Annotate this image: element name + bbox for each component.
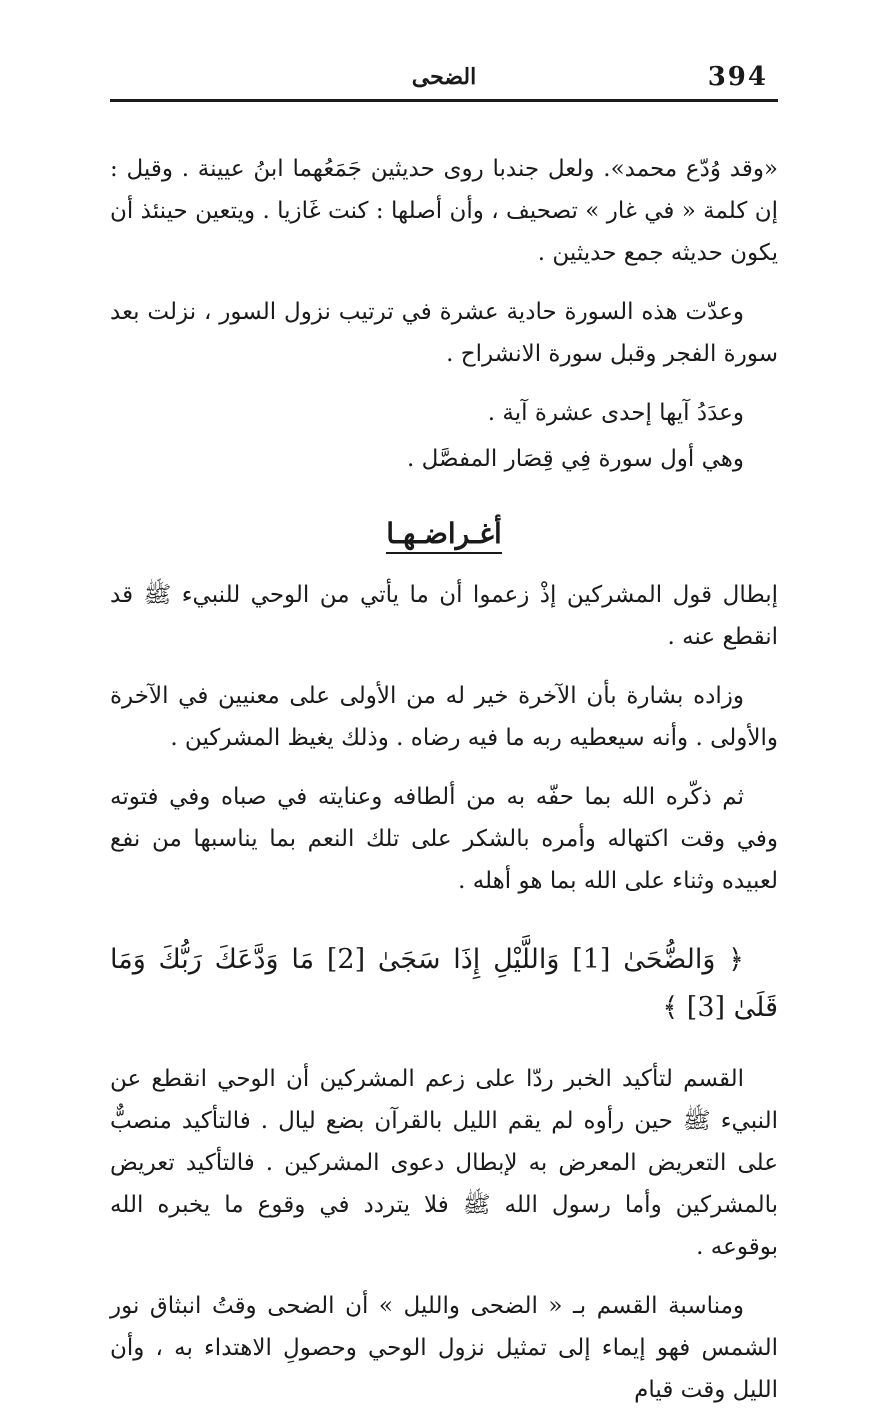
section-heading-text: أغـراضـهـا — [386, 517, 501, 554]
paragraph-revelation-order: وعدّت هذه السورة حادية عشرة في ترتيب نزول السور ، نزلت بعد سورة الفجر وقبل سورة الانشراح . — [110, 299, 778, 367]
paragraph-commentary-1: القسم لتأكيد الخبر ردّا على زعم المشركين أن الوحي انقطع عن النبيء ﷺ حين رأوه لم يقم الليل بالقرآن بضع ليال . فالتأكيد منصبٌّ على التعريض المعرض به لإبطال دعوى المشركين . فالتأكيد تعريض بالمشركين وأما رسول الله ﷺ فلا يتردد في وقوع ما يخبره الله بوقوعه . — [110, 1066, 778, 1260]
paragraph-aim-2: وزاده بشارة بأن الآخرة خير له من الأولى على معنيين في الآخرة والأولى . وأنه سيعطيه ربه ما فيه رضاه . وذلك يغيظ المشركين . — [110, 683, 778, 751]
paragraph-mufassal: وهي أول سورة فِي قِصَار المفصَّل . — [406, 446, 744, 472]
page-number: 394 — [707, 62, 768, 92]
header-rule — [110, 99, 778, 102]
paragraph-aim-3: ثم ذكّره الله بما حفّه به من ألطافه وعنايته في صباه وفي فتوته وفي وقت اكتهاله وأمره بالشكر على تلك النعم بما يناسبها من نفع لعبيده وثناء على الله بما هو أهله . — [110, 784, 778, 894]
page-body — [110, 148, 778, 1428]
paragraph-commentary-2: ومناسبة القسم بـ « الضحى والليل » أن الضحى وقتُ انبثاق نور الشمس فهو إيماء إلى تمثيل نزول الوحي وحصولِ الاهتداء به ، وأن الليل وقت قيام — [110, 1293, 778, 1403]
paragraph-aim-1: إبطال قول المشركين إذْ زعموا أن ما يأتي من الوحي للنبيء ﷺ قد انقطع عنه . — [110, 582, 778, 650]
page-header — [110, 58, 778, 102]
paragraph-hadith-note: «وقد وُدّع محمد». ولعل جندبا روى حديثين جَمَعُهما ابنُ عيينة . وقيل : إن كلمة « في غار » تصحيف ، وأن أصلها : كنت غَازيا . ويتعين حينئذ أن يكون حديثه جمع حديثين . — [110, 156, 778, 266]
quran-verse: ﴿ وَالضُّحَىٰ [1] وَاللَّيْلِ إِذَا سَجَىٰ [2] مَا وَدَّعَكَ رَبُّكَ وَمَا قَلَىٰ [3] ﴾ — [110, 944, 778, 1023]
section-heading — [110, 514, 778, 554]
paragraph-verse-count: وعدَدُ آيها إحدى عشرة آية . — [487, 400, 744, 426]
running-title: الضحى — [411, 64, 477, 90]
